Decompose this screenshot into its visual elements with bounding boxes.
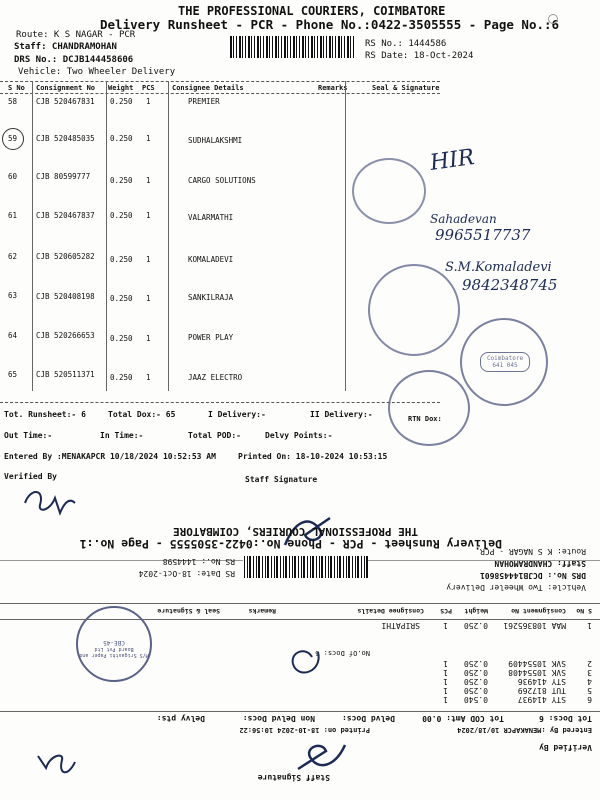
row-consignee: PREMIER xyxy=(188,97,220,106)
row-consignment: CJB 520467831 xyxy=(36,97,95,106)
route-label: Route: K S NAGAR - PCR xyxy=(16,30,136,40)
lower-col-weight: Weight xyxy=(464,607,488,615)
row-weight: 0.250 xyxy=(110,255,133,264)
col-rule xyxy=(106,81,107,391)
lower-row-pcs: 1 xyxy=(443,621,448,630)
row-weight: 0.250 xyxy=(110,134,133,143)
lower-route: Route: K S NAGAR - PCR xyxy=(480,547,586,556)
handwritten-phone: 9842348745 xyxy=(462,276,558,294)
lower-tot-cod: Tot COD Amt: 0.00 xyxy=(422,714,504,723)
lower-staff: Staff: CHANDRAMOHAN xyxy=(494,559,586,568)
row-pcs: 1 xyxy=(146,373,151,382)
lower-company-stamp xyxy=(76,606,152,682)
lower-subtitle: Delivery Runsheet - PCR - Phone No.:0422-3505555 - Page No.:1 xyxy=(79,537,502,551)
in-time: In Time:- xyxy=(100,431,144,440)
lower-entered-by: Entered By :MENAKAPCR 10/18/2024 xyxy=(457,726,592,734)
col-rule xyxy=(32,81,33,391)
lower-tot-docs: Tot Docs: 6 xyxy=(539,714,592,723)
handwritten-name: Sahadevan xyxy=(430,212,497,226)
handwritten-name: S.M.Komaladevi xyxy=(445,260,552,275)
row-pcs: 1 xyxy=(146,334,151,343)
staff-signature-label: Staff Signature xyxy=(245,475,318,484)
row-pcs: 1 xyxy=(146,97,151,106)
row-sno: 59 xyxy=(8,134,18,143)
row-consignment: CJB 520511371 xyxy=(36,370,95,379)
document-subtitle: Delivery Runsheet - PCR - Phone No.:0422-3505555 - Page No.:6 xyxy=(100,17,560,32)
col-weight: Weight xyxy=(108,84,134,92)
lower-verified-by: Verified By xyxy=(539,743,592,752)
lower-item-weight: 0.250 xyxy=(463,686,488,695)
col-consignee: Consignee Details xyxy=(172,84,244,92)
row-weight: 0.250 xyxy=(110,176,133,185)
row-weight: 0.250 xyxy=(110,334,133,343)
row-consignment: CJB 520485035 xyxy=(36,134,95,143)
lower-non-delvd-docs: Non Delvd Docs: xyxy=(242,714,315,723)
row-weight: 0.250 xyxy=(110,97,133,106)
lower-drs: DRS No.: DCJB144458601 xyxy=(480,571,586,580)
col-pcs: PCS xyxy=(142,84,155,92)
lower-item-sno: 5 xyxy=(587,686,592,695)
lower-delvy-pts: Delvy pts: xyxy=(156,714,205,723)
lower-item-weight: 0.250 xyxy=(463,677,488,686)
total-dox: Total Dox:- 65 xyxy=(108,410,176,419)
row-sno: 62 xyxy=(8,252,18,261)
row-consignment: CJB 80599777 xyxy=(36,172,91,181)
row-consignee: SUDHALAKSHMI xyxy=(188,136,243,145)
lower-stamp-text: M/S Srigasthi Paper and Board Pvt Ltd xyxy=(79,646,149,658)
lower-row-sno: 1 xyxy=(587,621,592,630)
entered-by: Entered By :MENAKAPCR 10/18/2024 10:52:53 AM xyxy=(4,452,216,461)
col-remarks: Remarks xyxy=(318,84,348,92)
row-consignee: KOMALADEVI xyxy=(188,255,234,264)
lower-col-consignee: Consignee Details xyxy=(357,607,424,615)
lower-item-pcs: 1 xyxy=(443,659,448,668)
lower-item-sno: 2 xyxy=(587,659,592,668)
header-divider-bottom xyxy=(0,93,440,94)
vehicle-label: Vehicle: Two Wheeler Delivery xyxy=(18,67,176,77)
lower-row-consignment: MAA 108365261 xyxy=(503,621,566,630)
document-title: THE PROFESSIONAL COURIERS, COIMBATORE xyxy=(178,4,446,18)
lower-printed-on: Printed on: 18-10-2024 10:56:22 xyxy=(239,726,370,734)
lower-col-divider xyxy=(0,603,600,604)
lower-item-weight: 0.250 xyxy=(463,659,488,668)
row-consignment: CJB 520266653 xyxy=(36,331,95,340)
lower-verifier-signature xyxy=(30,750,80,780)
lower-title: THE PROFESSIONAL COURIERS, COIMBATORE xyxy=(172,525,418,538)
row-sno: 61 xyxy=(8,211,18,220)
row-consignee: VALARMATHI xyxy=(188,213,234,222)
col-rule xyxy=(345,81,346,391)
col-rule xyxy=(168,81,169,391)
lower-staff-signature: Staff Signature xyxy=(257,773,330,782)
lower-row-consignee: SRIPATHI xyxy=(381,621,420,630)
row-consignee: POWER PLAY xyxy=(188,333,234,342)
row-consignment: CJB 520408198 xyxy=(36,292,95,301)
row-pcs: 1 xyxy=(146,134,151,143)
lower-item-consignment: STY 414936 xyxy=(517,677,566,686)
lower-vehicle: Vehicle: Two Wheeler Delivery xyxy=(446,583,586,592)
drs-number: DRS No.: DCJB144458606 xyxy=(14,55,134,65)
rs-number: RS No.: 1444586 xyxy=(365,39,447,49)
lower-handwritten-mark xyxy=(282,642,328,682)
row-consignee: CARGO SOLUTIONS xyxy=(188,176,256,185)
handwritten-phone: 9965517737 xyxy=(435,226,531,244)
rtn-dox-label: RTN Dox: xyxy=(408,415,442,423)
i-delivery: I Delivery:- xyxy=(208,410,266,419)
col-consignment: Consignment No xyxy=(36,84,96,92)
row-weight: 0.250 xyxy=(110,294,133,303)
lower-item-weight: 0.250 xyxy=(463,668,488,677)
row-pcs: 1 xyxy=(146,294,151,303)
rs-date: RS Date: 18-Oct-2024 xyxy=(365,51,474,61)
lower-item-consignment: SVK 10554409 xyxy=(508,659,566,668)
col-sno: S No xyxy=(8,84,25,92)
lower-item-pcs: 1 xyxy=(443,677,448,686)
row-pcs: 1 xyxy=(146,255,151,264)
lower-item-consignment: STY 414937 xyxy=(517,695,566,704)
row-pcs: 1 xyxy=(146,176,151,185)
row-consignment: CJB 520467837 xyxy=(36,211,95,220)
row-weight: 0.250 xyxy=(110,373,133,382)
seal-stamp xyxy=(352,158,426,224)
lower-rs-number: RS No.: 1444598 xyxy=(162,557,235,566)
lower-footer-divider xyxy=(0,711,600,712)
lower-item-consignment: SVK 10554408 xyxy=(508,668,566,677)
verified-by-label: Verified By xyxy=(4,472,57,481)
lower-no-of-docs: No.Of Docs: 6 xyxy=(315,649,370,657)
printed-on: Printed On: 18-10-2024 10:53:15 xyxy=(238,452,388,461)
tot-runsheet: Tot. Runsheet:- 6 xyxy=(4,410,86,419)
lower-rs-date: RS Date: 18-Oct-2024 xyxy=(138,569,235,578)
out-time: Out Time:- xyxy=(4,431,53,440)
lower-item-weight: 0.540 xyxy=(463,695,488,704)
lower-item-pcs: 1 xyxy=(443,686,448,695)
lower-row-weight: 0.250 xyxy=(463,621,488,630)
lower-item-sno: 6 xyxy=(587,695,592,704)
footer-divider xyxy=(0,402,440,403)
lower-col-remarks: Remarks xyxy=(248,607,276,615)
seal-stamp xyxy=(460,318,548,406)
row-sno: 65 xyxy=(8,370,18,379)
punch-hole xyxy=(548,14,558,24)
lower-item-consignment: TUT 817269 xyxy=(517,686,566,695)
seal-stamp xyxy=(368,264,460,356)
lower-col-seal: Seal & Signature xyxy=(157,607,220,615)
seal-stamp xyxy=(388,370,470,446)
lower-stamp-code: CBE-45 xyxy=(103,639,125,646)
row-sno: 64 xyxy=(8,331,18,340)
lower-item-pcs: 1 xyxy=(443,668,448,677)
lower-barcode xyxy=(243,556,368,578)
lower-staff-sign-mark xyxy=(290,735,350,775)
lower-col-sno: S No xyxy=(576,607,592,615)
total-pod: Total POD:- xyxy=(188,431,241,440)
barcode xyxy=(230,36,355,58)
staff-label: Staff: CHANDRAMOHAN xyxy=(14,42,117,52)
ii-delivery: II Delivery:- xyxy=(310,410,373,419)
row-weight: 0.250 xyxy=(110,211,133,220)
lower-col-pcs: PCS xyxy=(440,607,452,615)
lower-delvd-docs: Delvd Docs: xyxy=(342,714,395,723)
row-pcs: 1 xyxy=(146,211,151,220)
row-consignee: SANKILRAJA xyxy=(188,293,234,302)
row-sno: 60 xyxy=(8,172,18,181)
header-divider-top xyxy=(0,81,440,82)
lower-item-pcs: 1 xyxy=(443,695,448,704)
row-sno: 58 xyxy=(8,97,18,106)
row-consignment: CJB 520605282 xyxy=(36,252,95,261)
stamp-city: Coimbatore 641 045 xyxy=(480,352,530,372)
lower-item-sno: 4 xyxy=(587,677,592,686)
lower-col-consignment: Consignment No xyxy=(511,607,566,615)
delvy-points: Delvy Points:- xyxy=(265,431,333,440)
lower-runsheet-rotated xyxy=(0,510,600,800)
lower-item-sno: 3 xyxy=(587,668,592,677)
col-seal: Seal & Signature xyxy=(372,84,440,92)
handwritten-hir: HIR xyxy=(428,145,476,176)
row-consignee: JAAZ ELECTRO xyxy=(188,373,243,382)
row-sno: 63 xyxy=(8,291,18,300)
